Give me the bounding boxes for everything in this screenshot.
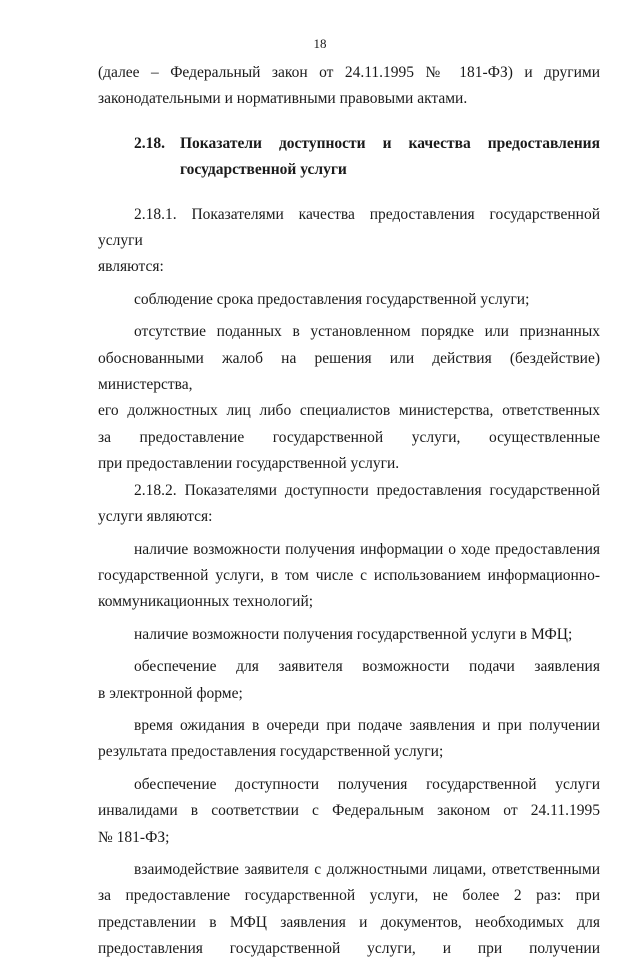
text-line: в электронной форме; [98, 684, 243, 702]
text-line: за предоставление государственной услуги, не более 2 раз: при [98, 887, 600, 905]
text-line: № 181-ФЗ; [98, 828, 170, 846]
paragraph-2-18-1 [98, 202, 600, 281]
text-line: время ожидания в очереди при подаче заявления и при получении [134, 716, 600, 734]
page-number: 18 [313, 36, 327, 51]
list-item-deadline [98, 287, 600, 313]
text-line: обеспечение доступности получения государственной услуги [134, 775, 600, 793]
text-line: (далее – Федеральный закон от 24.11.1995 № 181-ФЗ) и другими [98, 64, 600, 81]
text-line: государственной услуги, в том числе с использованием информационно- [98, 566, 600, 584]
section-title [180, 131, 600, 184]
list-item-complaints [98, 319, 600, 477]
text-line: за предоставление государственной услуги, осуществленные [98, 428, 600, 446]
list-item-interaction [98, 857, 600, 963]
text-line: инвалидами в соответствии с Федеральным законом от 24.11.1995 [98, 802, 600, 820]
document-body [98, 60, 600, 963]
section-title-line: государственной услуги [180, 161, 347, 179]
text-line: являются: [98, 258, 164, 276]
list-item-information [98, 537, 600, 616]
text-line: услуги являются: [98, 508, 213, 526]
text-line: 2.18.1. Показателями качества предоставления государственной услуги [98, 205, 600, 250]
text-line: законодательными и нормативными правовыми актами. [98, 90, 468, 108]
list-item-disabled-access [98, 772, 600, 851]
paragraph-2-18-2 [98, 478, 600, 531]
text-line: результата предоставления государственной услуги; [98, 743, 444, 761]
text-line: его должностных лиц либо специалистов министерства, ответственных [98, 402, 600, 420]
text-line: обоснованными жалоб на решения или действия (бездействие) министерства, [98, 349, 600, 394]
text-line: обеспечение для заявителя возможности подачи заявления [134, 658, 600, 676]
text-line: наличие возможности получения государственной услуги в МФЦ; [134, 625, 573, 643]
text-line: коммуникационных технологий; [98, 593, 314, 611]
section-number: 2.18. [134, 134, 165, 152]
text-line: наличие возможности получения информации о ходе предоставления [134, 540, 600, 558]
text-line: при предоставлении государственной услуги. [98, 455, 400, 473]
list-item-mfc [98, 622, 600, 648]
text-line: представлении в МФЦ заявления и документов, необходимых для [98, 913, 600, 931]
list-item-electronic [98, 654, 600, 707]
list-item-queue [98, 713, 600, 766]
text-line: взаимодействие заявителя с должностными лицами, ответственными [134, 860, 600, 878]
intro-paragraph [98, 60, 600, 113]
text-line: 2.18.2. Показателями доступности предоставления государственной [134, 481, 600, 499]
text-line: отсутствие поданных в установленном порядке или признанных [134, 323, 600, 341]
section-heading [98, 131, 600, 184]
section-title-line: Показатели доступности и качества предоставления [180, 134, 600, 152]
text-line: предоставления государственной услуги, и при получении [98, 940, 600, 958]
text-line: соблюдение срока предоставления государственной услуги; [134, 290, 530, 308]
